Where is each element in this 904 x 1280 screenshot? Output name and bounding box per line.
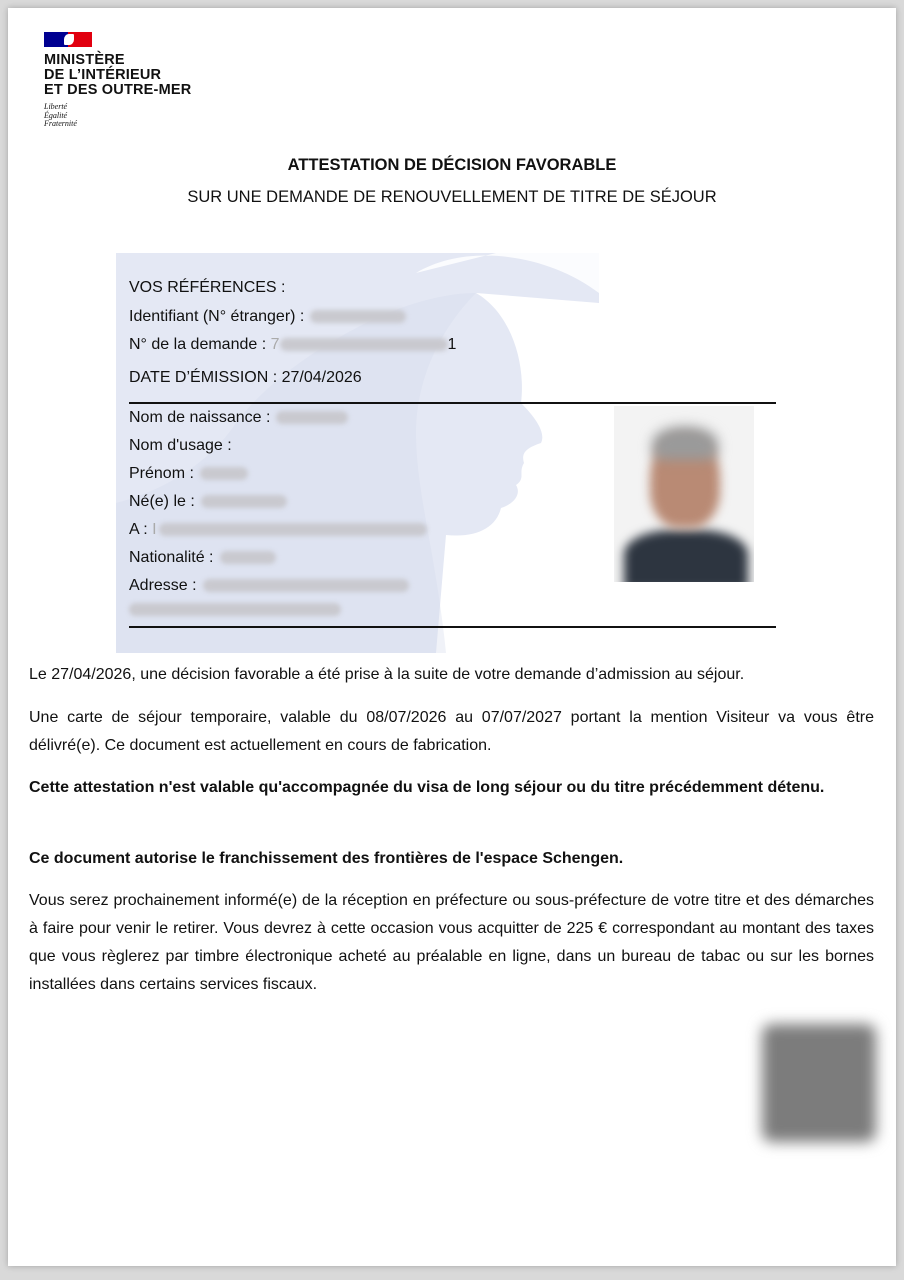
- address-redacted-line-1: [203, 579, 409, 592]
- birth-place-label: A :: [129, 521, 148, 538]
- address-row: [129, 577, 409, 595]
- republic-motto: [44, 103, 191, 129]
- first-name-row: [129, 465, 248, 483]
- ministry-line-3: ET DES OUTRE-MER: [44, 82, 192, 98]
- birth-name-row: [129, 409, 348, 427]
- qr-code-redacted: [762, 1024, 876, 1142]
- request-number-row: [129, 336, 456, 354]
- document-page: [8, 8, 896, 1266]
- document-subtitle: SUR UNE DEMANDE DE RENOUVELLEMENT DE TITRE DE SÉJOUR: [187, 188, 717, 206]
- issue-date-value: 27/04/2026: [281, 369, 362, 386]
- nationality-label: Nationalité :: [129, 549, 214, 566]
- divider-top: [129, 402, 776, 404]
- request-number-label: N° de la demande :: [129, 336, 267, 353]
- birth-place-row: [129, 521, 427, 539]
- ministry-line-1: MINISTÈRE: [44, 52, 125, 68]
- motto-fraternite: Fraternité: [44, 119, 77, 128]
- motto-liberte: Liberté: [44, 102, 68, 111]
- document-title: ATTESTATION DE DÉCISION FAVORABLE: [287, 156, 617, 174]
- motto-egalite: Égalité: [44, 110, 68, 120]
- identity-photo: [614, 406, 754, 582]
- issue-date-row: [129, 369, 362, 387]
- address-label: Adresse :: [129, 577, 197, 594]
- ministry-name: [44, 53, 191, 98]
- first-name-redacted: [200, 467, 248, 480]
- address-row-2: [129, 601, 341, 619]
- nationality-redacted: [220, 551, 276, 564]
- paragraph-validity-condition: Cette attestation n'est valable qu'accompagnée du visa de long séjour ou du titre précédemment détenu.: [29, 779, 825, 796]
- paragraph-decision: Le 27/04/2026, une décision favorable a été prise à la suite de votre demande d’admission au séjour.: [29, 666, 745, 683]
- issue-date-label: DATE D’ÉMISSION :: [129, 369, 278, 386]
- nationality-row: [129, 549, 276, 567]
- ministry-logo: [44, 32, 191, 129]
- identifier-label: Identifiant (N° étranger) :: [129, 308, 305, 325]
- request-number-suffix: 1: [447, 336, 457, 353]
- usage-name-label: Nom d'usage :: [129, 437, 232, 454]
- paragraph-collection: Vous serez prochainement informé(e) de la réception en préfecture ou sous-préfecture de votre titre et des démarches à faire pour venir le retirer. Vous devrez à cette occasion vous acquitter de 225 € correspondant au montant des taxes que vous règlerez par timbre électronique acheté au préalable en ligne, dans un bureau de tabac ou sur les bornes installées dans certains services fiscaux.: [29, 892, 874, 993]
- request-number-prefix: 7: [270, 336, 280, 353]
- birth-place-redacted: [159, 523, 427, 536]
- birth-name-redacted: [276, 411, 348, 424]
- birth-date-label: Né(e) le :: [129, 493, 195, 510]
- usage-name-row: [129, 437, 232, 455]
- divider-bottom: [129, 626, 776, 628]
- first-name-label: Prénom :: [129, 465, 194, 482]
- references-heading: VOS RÉFÉRENCES :: [129, 279, 286, 296]
- marianne-flag-icon: [44, 32, 92, 47]
- request-number-redacted: [280, 338, 448, 351]
- paragraph-schengen: Ce document autorise le franchissement des frontières de l'espace Schengen.: [29, 850, 624, 867]
- birth-date-redacted: [201, 495, 287, 508]
- ministry-line-2: DE L’INTÉRIEUR: [44, 67, 162, 83]
- paragraph-card-validity: Une carte de séjour temporaire, valable du 08/07/2026 au 07/07/2027 portant la mention Visiteur va vous être délivré(e). Ce document est actuellement en cours de fabrication.: [29, 709, 874, 754]
- identifier-redacted: [310, 310, 406, 323]
- birth-name-label: Nom de naissance :: [129, 409, 271, 426]
- address-redacted-line-2: [129, 603, 341, 616]
- birth-place-prefix: I: [152, 521, 157, 538]
- birth-date-row: [129, 493, 287, 511]
- identifier-row: [129, 308, 406, 326]
